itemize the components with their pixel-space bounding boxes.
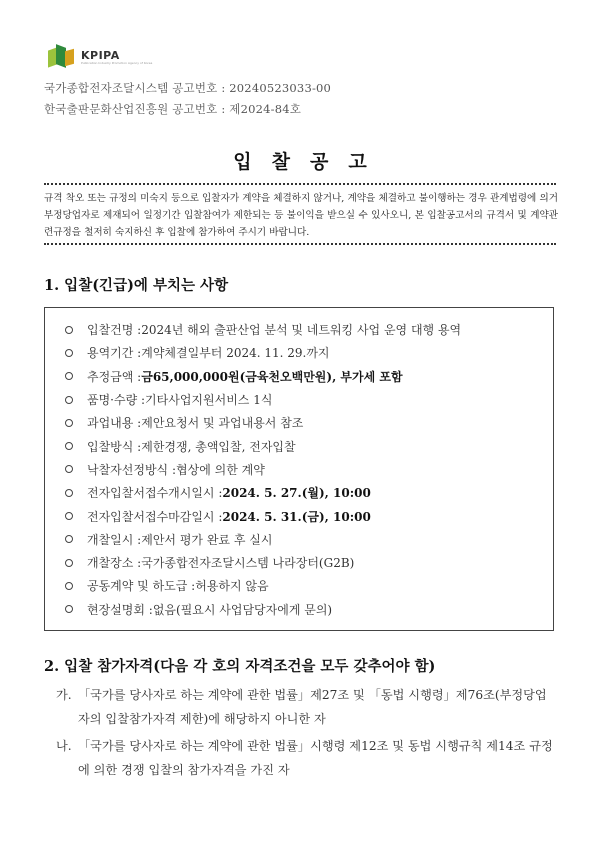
item-value: 금65,000,000원(금육천오백만원), 부가세 포함: [141, 369, 403, 384]
section-2-heading: [44, 655, 435, 676]
qualification-text: 「국가를 당사자로 하는 계약에 관한 법률」제27조 및 「동법 시행령」제76조(부정당업자의 입찰참가자격 제한)에 해당하지 아니한 자: [78, 688, 547, 726]
circle-bullet-icon: [65, 559, 73, 567]
item-label: 과업내용 :: [87, 416, 142, 431]
circle-bullet-icon: [65, 512, 73, 520]
item-label: 추정금액 :: [87, 369, 142, 384]
item-value: 제안요청서 및 과업내용서 참조: [141, 416, 304, 431]
circle-bullet-icon: [65, 372, 73, 380]
bid-details-box: [44, 307, 554, 631]
item-label: 품명·수량 :: [87, 393, 146, 408]
item-label: 전자입찰서접수마감일시 :: [87, 509, 223, 524]
item-label: 낙찰자선정방식 :: [87, 462, 177, 477]
list-item: [65, 365, 553, 388]
page-title: 입찰공고: [233, 151, 387, 173]
circle-bullet-icon: [65, 442, 73, 450]
logo-subtitle: Publication Industry Promotion Agency of Korea: [81, 60, 153, 65]
item-value: 2024. 5. 27.(월), 10:00: [222, 486, 371, 501]
list-item: [65, 434, 553, 457]
circle-bullet-icon: [65, 465, 73, 473]
item-label: 개찰장소 :: [87, 556, 142, 571]
item-label: 개찰일시 :: [87, 532, 142, 547]
item-value: 2024년 해외 출판산업 분석 및 네트워킹 사업 운영 대행 용역: [141, 323, 462, 338]
intro-paragraph: 규격 착오 또는 규정의 미숙지 등으로 입찰자가 계약을 체결하지 않거나, 계약을 체결하고 불이행하는 경우 관계법령에 의거 부정당업자로 제재되어 일정기간 입찰참여가 제한되는 등 불이익을 받으실 수 있사오니, 본 입찰공고서의 규격서 및 계약관련규정을 철저히 숙지하신 후 입찰에 참가하여 주시기 바랍니다.: [44, 193, 558, 238]
qualification-item-a: [56, 683, 558, 731]
dotted-divider-top: [44, 183, 556, 185]
item-label: 입찰건명 :: [87, 323, 142, 338]
circle-bullet-icon: [65, 396, 73, 404]
bid-details-list: [45, 308, 553, 621]
qualification-marker: 가.: [56, 688, 72, 702]
logo-icon: [48, 46, 78, 68]
qualification-marker: 나.: [56, 739, 72, 753]
qualification-item-b: [56, 734, 558, 782]
item-label: 용역기간 :: [87, 346, 142, 361]
list-item: [65, 388, 553, 411]
item-value: 없음(필요시 사업담당자에게 문의): [152, 602, 333, 617]
item-label: 현장설명회 :: [87, 602, 153, 617]
item-label: 공동계약 및 하도급 :: [87, 579, 196, 594]
circle-bullet-icon: [65, 326, 73, 334]
item-label: 입찰방식 :: [87, 439, 142, 454]
list-item: [65, 481, 553, 504]
list-item: [65, 341, 553, 364]
list-item: [65, 411, 553, 434]
circle-bullet-icon: [65, 582, 73, 590]
qualification-text: 「국가를 당사자로 하는 계약에 관한 법률」시행령 제12조 및 동법 시행규칙 제14조 규정에 의한 경쟁 입찰의 참가자격을 가진 자: [78, 739, 553, 777]
item-value: 2024. 5. 31.(금), 10:00: [222, 509, 371, 524]
kpipa-notice-number: 한국출판문화산업진흥원 공고번호 : 제2024-84호: [44, 102, 302, 116]
circle-bullet-icon: [65, 419, 73, 427]
list-item: [65, 598, 553, 621]
section-2-title: 2. 입찰 참가자격(다음 각 호의 자격조건을 모두 갖추어야 함): [44, 658, 436, 675]
list-item: [65, 318, 553, 341]
item-value: 제한경쟁, 총액입찰, 전자입찰: [141, 439, 296, 454]
g2b-notice-number: 국가종합전자조달시스템 공고번호 : 20240523033-00: [44, 81, 332, 95]
item-value: 계약체결일부터 2024. 11. 29.까지: [141, 346, 330, 361]
list-item: [65, 528, 553, 551]
list-item: [65, 551, 553, 574]
section-1-heading: [44, 274, 228, 295]
list-item: [65, 504, 553, 527]
circle-bullet-icon: [65, 489, 73, 497]
item-value: 제안서 평가 완료 후 실시: [141, 532, 273, 547]
logo-name: KPIPA: [81, 48, 120, 62]
item-label: 전자입찰서접수개시일시 :: [87, 486, 223, 501]
item-value: 협상에 의한 계약: [176, 462, 265, 477]
circle-bullet-icon: [65, 349, 73, 357]
item-value: 허용하지 않음: [195, 579, 269, 594]
circle-bullet-icon: [65, 535, 73, 543]
dotted-divider-bottom: [44, 243, 556, 245]
list-item: [65, 574, 553, 597]
list-item: [65, 458, 553, 481]
kpipa-logo: [48, 46, 152, 68]
circle-bullet-icon: [65, 605, 73, 613]
item-value: 기타사업지원서비스 1식: [145, 393, 273, 408]
item-value: 국가종합전자조달시스템 나라장터(G2B): [141, 556, 355, 571]
section-1-title: 1. 입찰(긴급)에 부치는 사항: [44, 277, 229, 294]
